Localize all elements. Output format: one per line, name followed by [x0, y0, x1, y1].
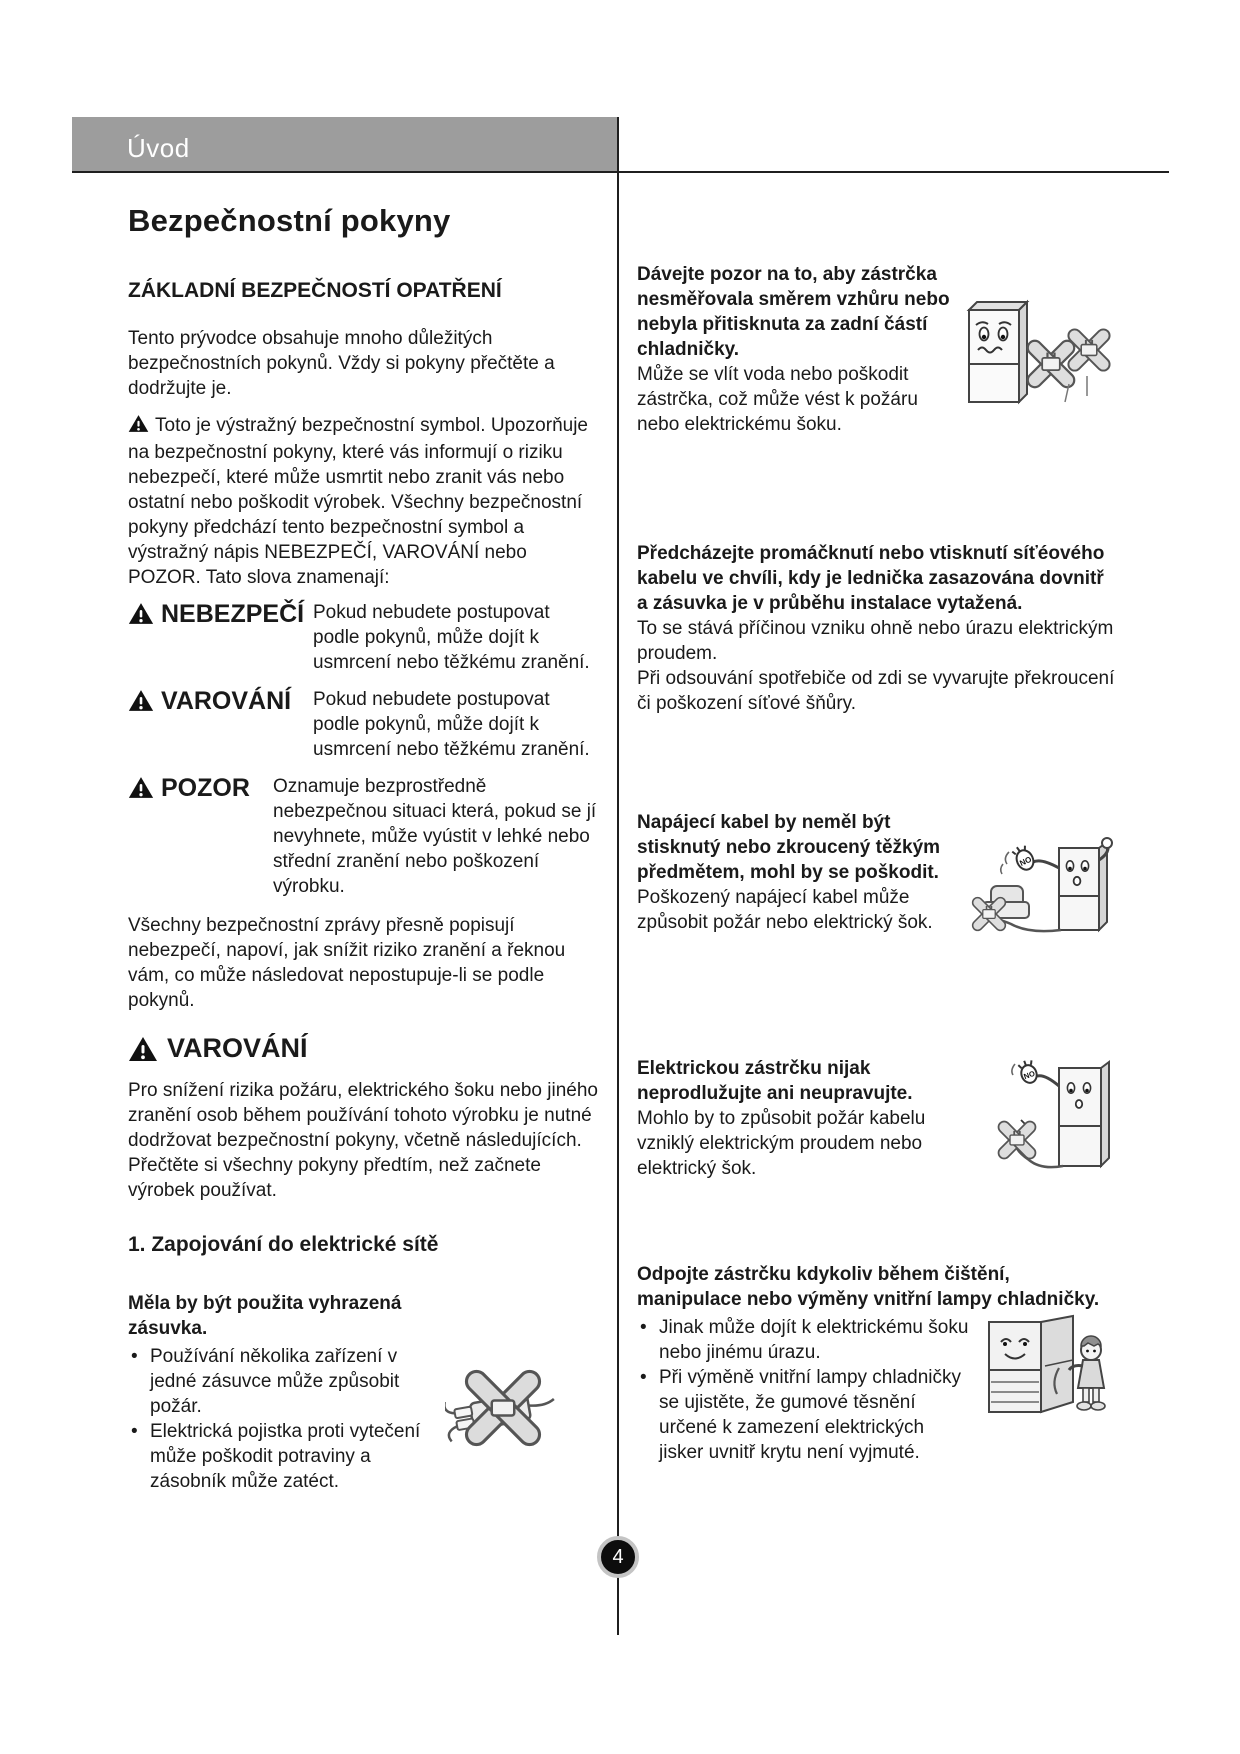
block-lead: Předcházejte promáčknutí nebo vtisknutí síťéového kabelu ve chvíli, kdy je lednička zasazována dovnitř a zásuvka je v průběhu instalace vytažená. [637, 543, 1105, 614]
danger-description: Pokud nebudete postupovat podle pokynů, může dojít k usmrcení nebo těžkému zranění. [313, 602, 590, 673]
safety-block-plug-modify [637, 1056, 1119, 1181]
warning-triangle-icon [128, 417, 149, 438]
bullet-item: • Používání několika zařízení v jedné zásuvce může způsobit požár. [128, 1344, 598, 1419]
block-body: To se stává příčinou vzniku ohně nebo úrazu elektrickým proudem. [637, 618, 1114, 664]
symbol-note-text: Toto je výstražný bezpečnostní symbol. Upozorňuje na bezpečnostní pokyny, které vás informují o riziku nebezpečí, které může usmrtit nebo zranit vás nebo ostatní nebo poškodit výrobek. Všechny bezpečnostní pokyny předchází tento bezpečnostní symbol a výstražný nápis NEBEZPEČÍ, VAROVÁNÍ nebo POZOR. Tato slova znamenají: [128, 415, 588, 588]
caution-description: Oznamuje bezprostředně nebezpečnou situaci která, pokud se jí nevyhnete, může vyústit v lehké nebo střední zranění nebo poškození výrobku. [273, 776, 597, 897]
safety-block-plug-direction [637, 262, 1119, 437]
warning-triangle-icon [128, 776, 154, 799]
fridge-crossed-cut-plug-illustration [991, 1056, 1119, 1174]
safety-block-unplug-cleaning [637, 1262, 1119, 1465]
block-body: Poškozený napájecí kabel může způsobit požár nebo elektrický šok. [637, 887, 933, 933]
page-number: 4 [612, 1546, 624, 1568]
block-body: Mohlo by to způsobit požár kabelu vzniklý elektrickým proudem nebo elektrický šok. [637, 1108, 926, 1179]
fridge-armchair-cable-illustration [969, 810, 1119, 938]
warning-intro-paragraph: Pro snížení rizika požáru, elektrického šoku nebo jiného zranění osob během používání tohoto výrobku je nutné dodržovat bezpečnostní pokyny, včetně následujících. Přečtěte si všechny pokyny předtím, než začnete výrobek používat. [128, 1080, 598, 1201]
warning-triangle-icon [128, 602, 154, 625]
intro-paragraph: Tento prývodce obsahuje mnoho důležitých bezpečnostních pokynů. Vždy si pokyny přečtěte a dodržujte je. [128, 328, 555, 399]
no-label: NO [1022, 1068, 1037, 1082]
left-column [128, 278, 598, 1494]
section-title: Úvod [127, 133, 190, 163]
danger-label-text: NEBEZPEČÍ [161, 600, 305, 628]
section-header-bar [72, 117, 618, 172]
block-body: Může se vlít voda nebo poškodit zástrčka, což může vést k požáru nebo elektrickému šoku. [637, 364, 918, 435]
danger-label [128, 600, 313, 675]
safety-block-cable-crush [637, 541, 1119, 716]
fridge-crossed-plugs-illustration [961, 262, 1119, 410]
section1-lead: Měla by být použita vyhrazená zásuvka. [128, 1293, 402, 1339]
block-bullets [637, 1315, 1119, 1465]
basics-heading: ZÁKLADNÍ BEZPEČNOSTÍ OPATŘENÍ [128, 279, 502, 302]
signal-word-caution [128, 774, 598, 899]
warning-triangle-icon [128, 689, 154, 712]
block-lead: Napájecí kabel by neměl být stisknutý nebo zkroucený těžkým předmětem, mohl by se poškodit. [637, 812, 941, 883]
page-number-badge [597, 1536, 639, 1578]
caution-label [128, 774, 273, 899]
caution-label-text: POZOR [161, 774, 250, 802]
warning-section-heading-text: VAROVÁNÍ [167, 1033, 308, 1063]
header-rule [72, 171, 1169, 173]
section1-bullets [128, 1344, 598, 1494]
block-lead: Elektrickou zástrčku nijak neprodlužujte ani neupravujte. [637, 1058, 913, 1104]
signal-word-warning [128, 687, 598, 762]
no-label: NO [1018, 854, 1033, 868]
block-lead: Odpojte zástrčku kdykoliv během čištění, manipulace nebo výměny vnitřní lampy chladničky. [637, 1264, 1100, 1310]
messages-note-paragraph: Všechny bezpečnostní zprávy přesně popisují nebezpečí, napoví, jak snížit riziko zranění a řeknou vám, co může následovat nepostupuje-li se podle pokynů. [128, 915, 566, 1011]
warning-description: Pokud nebudete postupovat podle pokynů, může dojít k usmrcení nebo těžkému zranění. [313, 689, 590, 760]
section1-heading: 1. Zapojování do elektrické sítě [128, 1233, 439, 1256]
signal-word-danger [128, 600, 598, 675]
symbol-note-paragraph [128, 413, 598, 590]
warning-label [128, 687, 313, 762]
block-body: Při odsouvání spotřebiče od zdi se vyvarujte překroucení či poškození síťové šňůry. [637, 668, 1115, 714]
block-lead: Dávejte pozor na to, aby zástrčka nesměřovala směrem vzhůru nebo nebyla přitisknuta za zadní částí chladničky. [637, 264, 950, 360]
warning-label-text: VAROVÁNÍ [161, 687, 292, 715]
page-title: Bezpečnostní pokyny [128, 202, 451, 238]
bullet-item: • Jinak může dojít k elektrickému šoku nebo jinému úrazu. [637, 1315, 1119, 1365]
warning-triangle-icon [128, 1036, 158, 1062]
column-divider [617, 117, 619, 1635]
bullet-item: • Elektrická pojistka proti vytečení může poškodit potraviny a zásobník může zatéct. [128, 1419, 598, 1494]
warning-section-heading [128, 1033, 598, 1064]
bullet-item: • Při výměně vnitřní lampy chladničky se ujistěte, že gumové těsnění určené k zamezení elektrických jisker uvnitř krytu není vyjmuté. [637, 1365, 1119, 1465]
section1-bullet-area [128, 1344, 598, 1494]
safety-block-cable-weight [637, 810, 1119, 938]
